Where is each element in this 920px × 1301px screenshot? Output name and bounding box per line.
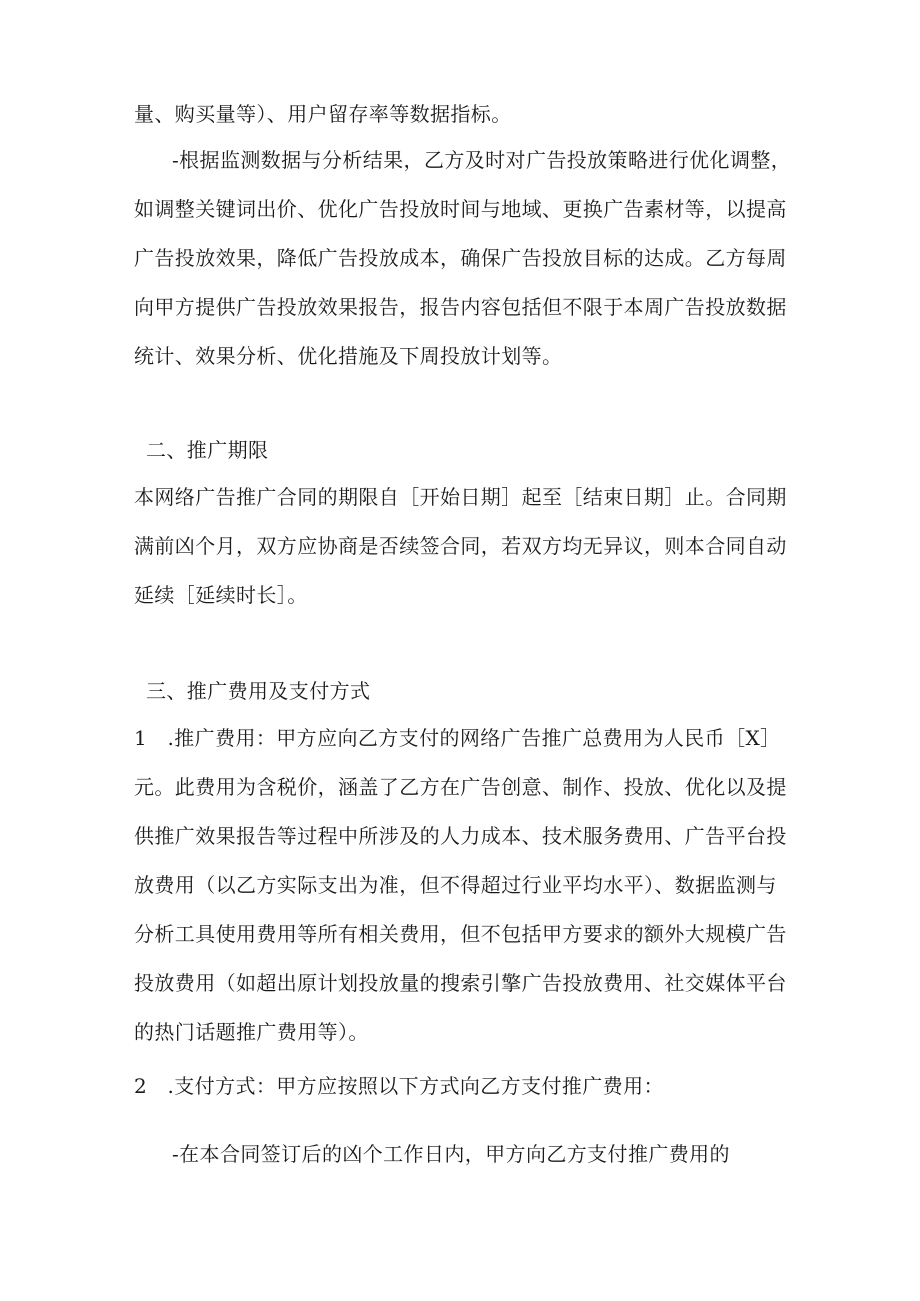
paragraph-line: -根据监测数据与分析结果，乙方及时对广告投放策略进行优化调整， <box>172 148 792 172</box>
paragraph-line: 向甲方提供广告投放效果报告，报告内容包括但不限于本周广告投放数据 <box>134 295 787 319</box>
paragraph-line: 的热门话题推广费用等）。 <box>134 1020 369 1044</box>
paragraph-line: 供推广效果报告等过程中所涉及的人力成本、技术服务费用、广告平台投 <box>134 824 787 848</box>
paragraph-line: 元。此费用为含税价，涵盖了乙方在广告创意、制作、投放、优化以及提 <box>134 775 787 799</box>
paragraph-line: 本网络广告推广合同的期限自［开始日期］起至［结束日期］止。合同期 <box>134 485 787 509</box>
section-heading: 二、推广期限 <box>146 438 269 462</box>
paragraph-line: 分析工具使用费用等所有相关费用，但不包括甲方要求的额外大规模广告 <box>134 922 787 946</box>
section-heading: 三、推广费用及支付方式 <box>146 679 371 703</box>
paragraph-line: 延续［延续时长］。 <box>134 583 308 607</box>
paragraph-line: 广告投放效果，降低广告投放成本，确保广告投放目标的达成。乙方每周 <box>134 246 787 270</box>
paragraph-line: -在本合同签订后的凶个工作日内，甲方向乙方支付推广费用的 <box>172 1142 730 1166</box>
list-item-line: 1 .推广费用：甲方应向乙方支付的网络广告推广总费用为人民币［X］ <box>134 726 781 750</box>
paragraph-line: 投放费用（如超出原计划投放量的搜索引擎广告投放费用、社交媒体平台 <box>134 971 787 995</box>
paragraph-line: 统计、效果分析、优化措施及下周投放计划等。 <box>134 344 563 368</box>
paragraph-line: 量、购买量等）、用户留存率等数据指标。 <box>134 102 512 126</box>
paragraph-line: 如调整关键词出价、优化广告投放时间与地域、更换广告素材等，以提高 <box>134 197 787 221</box>
paragraph-line: 满前凶个月，双方应协商是否续签合同，若双方均无异议，则本合同自动 <box>134 534 787 558</box>
paragraph-line: 放费用（以乙方实际支出为准，但不得超过行业平均水平）、数据监测与 <box>134 873 777 897</box>
list-item-line: 2 .支付方式：甲方应按照以下方式向乙方支付推广费用： <box>134 1074 664 1098</box>
